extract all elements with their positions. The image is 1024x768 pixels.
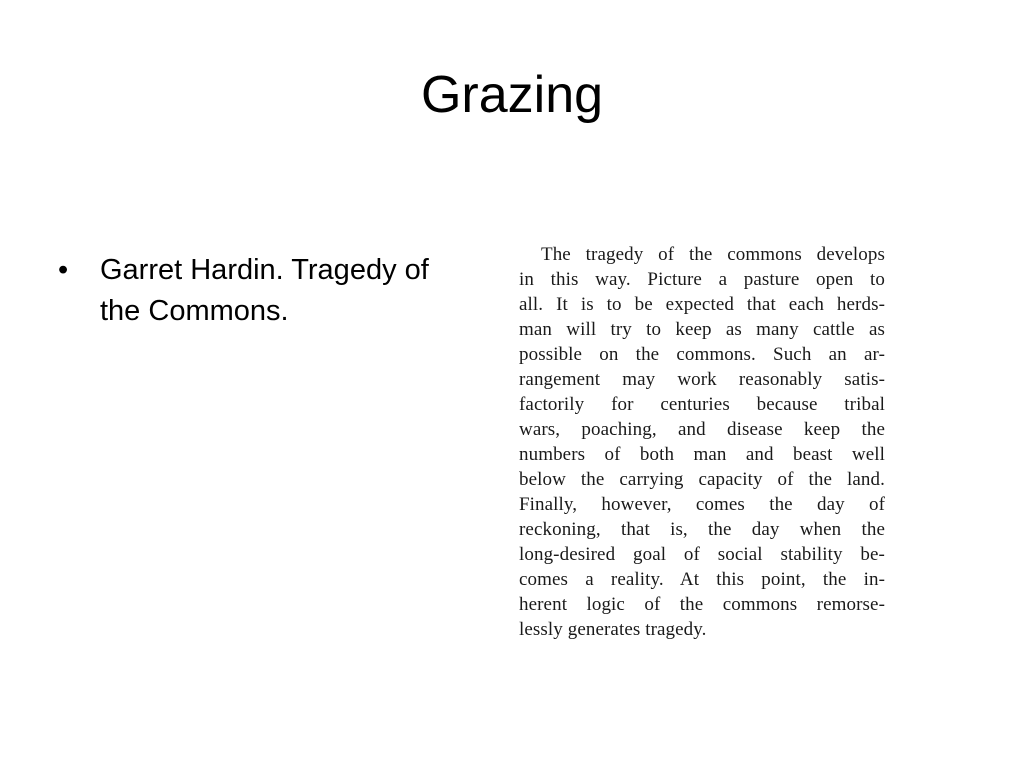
bullet-item — [58, 250, 468, 332]
excerpt-line: Finally, however, comes the day of — [519, 494, 885, 515]
text-excerpt-image — [519, 242, 885, 646]
excerpt-line: reckoning, that is, the day when the — [519, 519, 885, 540]
excerpt-line: long-desired goal of social stability be- — [519, 544, 885, 565]
excerpt-line: all. It is to be expected that each herds- — [519, 294, 885, 315]
excerpt-line: below the carrying capacity of the land. — [519, 469, 885, 490]
bullet-dot-icon: • — [58, 254, 69, 286]
excerpt-line: wars, poaching, and disease keep the — [519, 419, 885, 440]
excerpt-line: factorily for centuries because tribal — [519, 394, 885, 415]
excerpt-line: man will try to keep as many cattle as — [519, 319, 885, 340]
excerpt-line: The tragedy of the commons develops — [541, 244, 885, 265]
bullet-text: Garret Hardin. Tragedy of the Commons. — [100, 254, 429, 327]
bullet-list — [58, 250, 468, 332]
excerpt-line: rangement may work reasonably satis- — [519, 369, 885, 390]
excerpt-line: comes a reality. At this point, the in- — [519, 569, 885, 590]
excerpt-line: in this way. Picture a pasture open to — [519, 269, 885, 290]
slide-title: Grazing — [420, 66, 604, 124]
excerpt-line: numbers of both man and beast well — [519, 444, 885, 465]
excerpt-line: herent logic of the commons remorse- — [519, 594, 885, 615]
excerpt-line: lessly generates tragedy. — [519, 619, 707, 640]
excerpt-line: possible on the commons. Such an ar- — [519, 344, 885, 365]
